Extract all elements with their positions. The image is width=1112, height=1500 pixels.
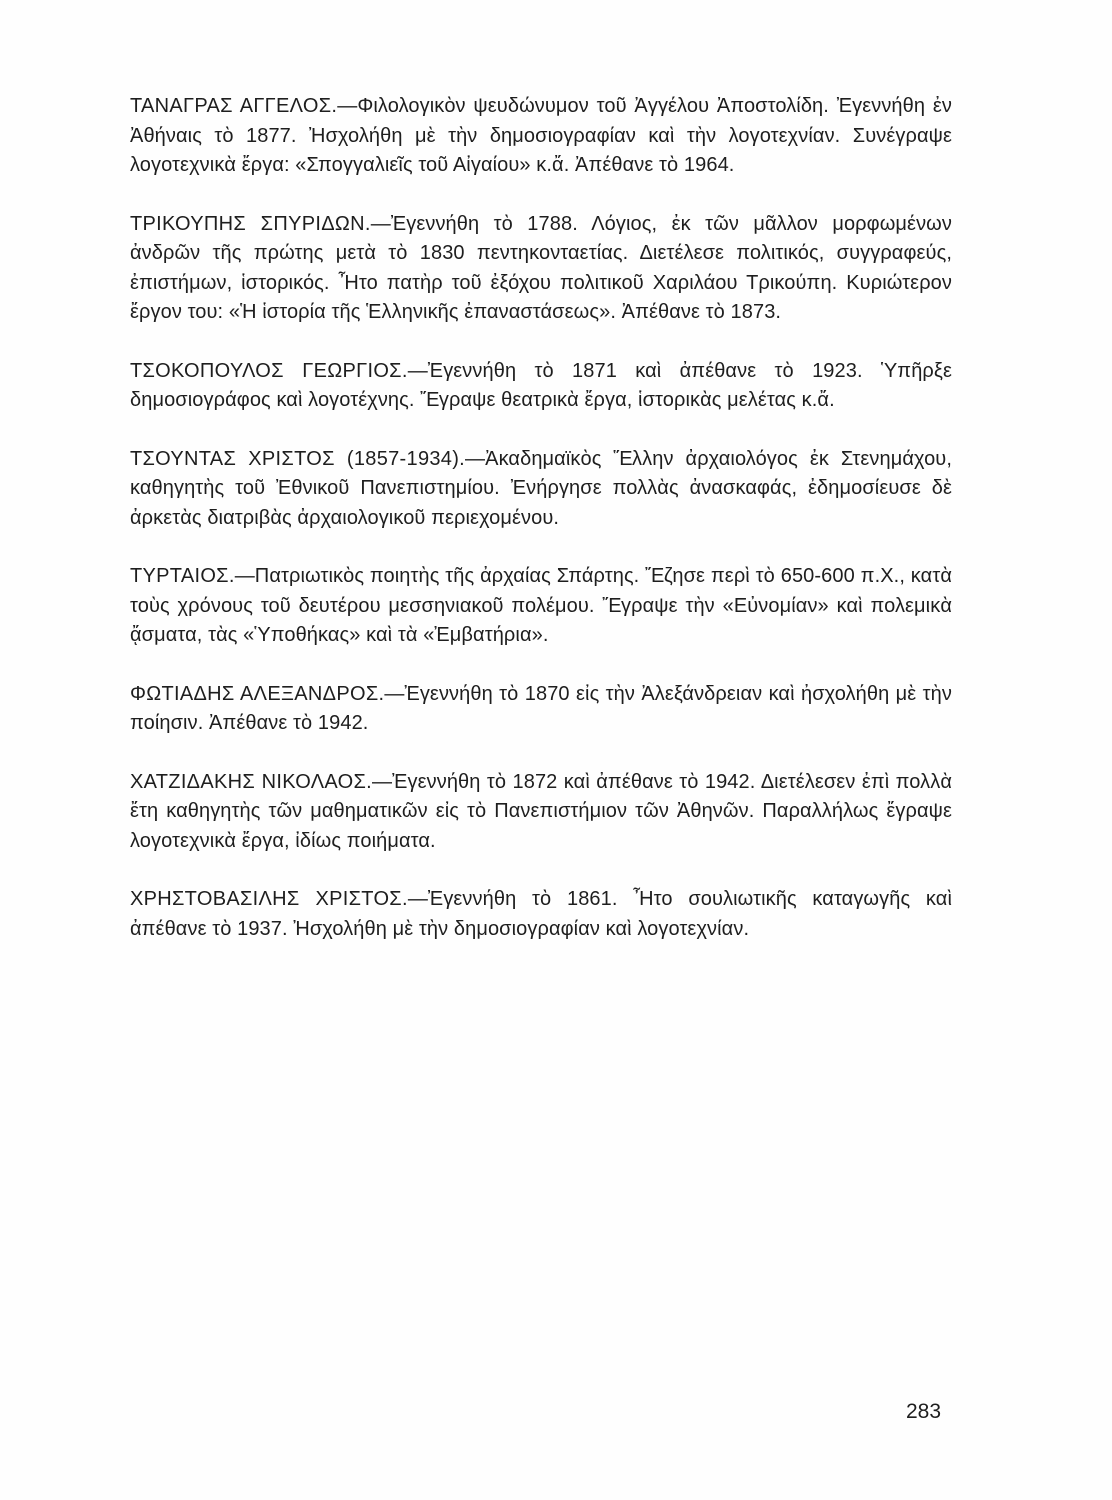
entry-christovasilis (130, 885, 952, 944)
entry-name: ΧΡΗΣΤΟΒΑΣΙΛΗΣ ΧΡΙΣΤΟΣ. (130, 888, 408, 910)
entry-text: —Ἐγεννήθη τὸ 1788. Λόγιος, ἐκ τῶν μᾶλλον μορφωμένων ἀνδρῶν τῆς πρώτης μετὰ τὸ 1830 πεντηκονταετίας. Διετέλεσε πολιτικός, συγγραφεύς, ἐπιστήμων, ἱστορικός. Ἦτο πατὴρ τοῦ ἐξόχου πολιτικοῦ Χαριλάου Τρικούπη. Κυριώτερον ἔργον του: «Ἡ ἱστορία τῆς Ἑλληνικῆς ἐπαναστάσεως». Ἀπέθανε τὸ 1873. (130, 212, 952, 323)
entry-name: ΤΣΟΚΟΠΟΥΛΟΣ ΓΕΩΡΓΙΟΣ. (130, 359, 408, 382)
entry-text: —Ἐγεννήθη τὸ 1861. Ἦτο σουλιωτικῆς καταγωγῆς καὶ ἀπέθανε τὸ 1937. Ἠσχολήθη μὲ τὴν δημοσιογραφίαν καὶ λογοτεχνίαν. (130, 888, 952, 940)
entry-tanagras (130, 92, 952, 181)
entry-name: ΤΡΙΚΟΥΠΗΣ ΣΠΥΡΙΔΩΝ. (130, 212, 371, 235)
entry-name: ΧΑΤΖΙΔΑΚΗΣ ΝΙΚΟΛΑΟΣ. (130, 770, 373, 793)
entry-tyrtaios (130, 562, 952, 651)
entry-name: ΤΑΝΑΓΡΑΣ ΑΓΓΕΛΟΣ. (130, 95, 338, 117)
entry-text: —Ἐγεννήθη τὸ 1872 καὶ ἀπέθανε τὸ 1942. Διετέλεσεν ἐπὶ πολλὰ ἔτη καθηγητὴς τῶν μαθηματικῶν εἰς τὸ Πανεπιστήμιον τῶν Ἀθηνῶν. Παραλλήλως ἔγραψε λογοτεχνικὰ ἔργα, ἰδίως ποιήματα. (130, 770, 952, 852)
entry-text: —Ἐγεννήθη τὸ 1870 εἰς τὴν Ἀλεξάνδρειαν καὶ ἠσχολήθη μὲ τὴν ποίησιν. Ἀπέθανε τὸ 1942. (130, 682, 952, 734)
entry-trikoupis (130, 210, 952, 328)
biographical-entries (130, 92, 952, 973)
entry-name: ΦΩΤΙΑΔΗΣ ΑΛΕΞΑΝΔΡΟΣ. (130, 682, 385, 705)
entry-text: —Ἀκαδημαϊκὸς Ἕλλην ἀρχαιολόγος ἐκ Στενημάχου, καθηγητὴς τοῦ Ἐθνικοῦ Πανεπιστημίου. Ἐνήργησε πολλὰς ἀνασκαφάς, ἐδημοσίευσε δὲ ἀρκετὰς διατριβὰς ἀρχαιολογικοῦ περιεχομένου. (130, 447, 953, 529)
entry-chatzidakis (130, 768, 952, 857)
entry-tsountas (130, 445, 952, 534)
entry-text: —Πατριωτικὸς ποιητὴς τῆς ἀρχαίας Σπάρτης. Ἔζησε περὶ τὸ 650-600 π.Χ., κατὰ τοὺς χρόνους τοῦ δευτέρου μεσσηνιακοῦ πολέμου. Ἔγραψε τὴν «Εὐνομίαν» καὶ πολεμικὰ ᾄσματα, τὰς «Ὑποθήκας» καὶ τὰ «Ἐμβατήρια». (130, 565, 952, 646)
entry-text: —Φιλολογικὸν ψευδώνυμον τοῦ Ἀγγέλου Ἀποστολίδη. Ἐγεννήθη ἐν Ἀθήναις τὸ 1877. Ἠσχολήθη μὲ τὴν δημοσιογραφίαν καὶ τὴν λογοτεχνίαν. Συνέγραψε λογοτεχνικὰ ἔργα: «Σπογγαλιεῖς τοῦ Αἰγαίου» κ.ἄ. Ἀπέθανε τὸ 1964. (130, 95, 952, 176)
entry-fotiadis (130, 680, 952, 739)
entry-tsokopoulos (130, 357, 952, 416)
entry-text: —Ἐγεννήθη τὸ 1871 καὶ ἀπέθανε τὸ 1923. Ὑπῆρξε δημοσιογράφος καὶ λογοτέχνης. Ἔγραψε θεατρικὰ ἔργα, ἱστορικὰς μελέτας κ.ἄ. (130, 359, 952, 411)
entry-name: ΤΥΡΤΑΙΟΣ. (130, 565, 235, 587)
entry-name: ΤΣΟΥΝΤΑΣ ΧΡΙΣΤΟΣ (1857-1934). (130, 447, 466, 470)
page-number: 283 (906, 1400, 942, 1423)
